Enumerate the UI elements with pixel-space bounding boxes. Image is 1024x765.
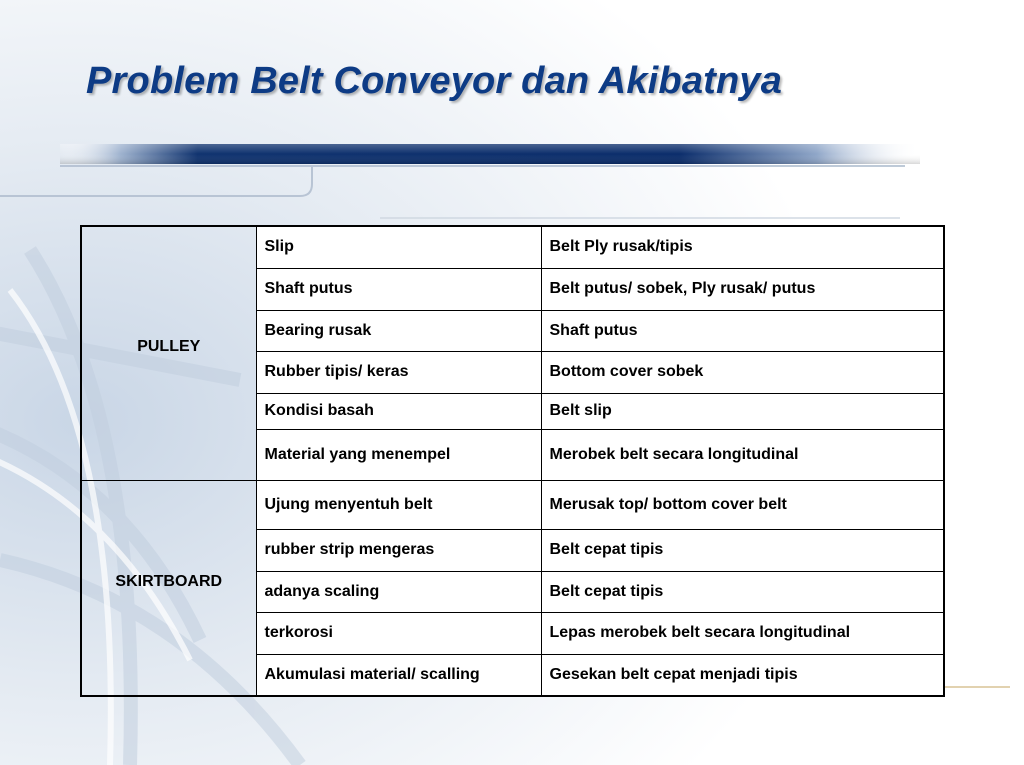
- problem-cell: Material yang menempel: [256, 429, 541, 480]
- problem-cell: Rubber tipis/ keras: [256, 351, 541, 393]
- problem-cell: Ujung menyentuh belt: [256, 480, 541, 529]
- problem-cell: adanya scaling: [256, 571, 541, 612]
- effect-cell: Belt cepat tipis: [541, 571, 944, 612]
- category-label: PULLEY: [137, 338, 201, 356]
- problem-cell: Shaft putus: [256, 268, 541, 310]
- effect-cell: Merobek belt secara longitudinal: [541, 429, 944, 480]
- problem-cell: Akumulasi material/ scalling: [256, 654, 541, 696]
- table-row: [81, 226, 944, 268]
- effect-cell: Bottom cover sobek: [541, 351, 944, 393]
- effect-cell: Shaft putus: [541, 310, 944, 351]
- slide-title: Problem Belt Conveyor dan Akibatnya: [86, 60, 783, 102]
- effect-cell: Belt slip: [541, 393, 944, 429]
- problem-cell: Slip: [256, 226, 541, 268]
- effect-cell: Gesekan belt cepat menjadi tipis: [541, 654, 944, 696]
- problem-effect-table: [80, 225, 945, 697]
- effect-cell: Belt putus/ sobek, Ply rusak/ putus: [541, 268, 944, 310]
- category-label: SKIRTBOARD: [115, 572, 223, 590]
- category-cell-pulley: [81, 226, 256, 480]
- problem-cell: terkorosi: [256, 612, 541, 654]
- table-row: [81, 480, 944, 529]
- effect-cell: Belt Ply rusak/tipis: [541, 226, 944, 268]
- effect-cell: Merusak top/ bottom cover belt: [541, 480, 944, 529]
- problem-cell: Bearing rusak: [256, 310, 541, 351]
- problem-cell: Kondisi basah: [256, 393, 541, 429]
- category-cell-skirtboard: [81, 480, 256, 696]
- problem-cell: rubber strip mengeras: [256, 529, 541, 571]
- effect-cell: Lepas merobek belt secara longitudinal: [541, 612, 944, 654]
- effect-cell: Belt cepat tipis: [541, 529, 944, 571]
